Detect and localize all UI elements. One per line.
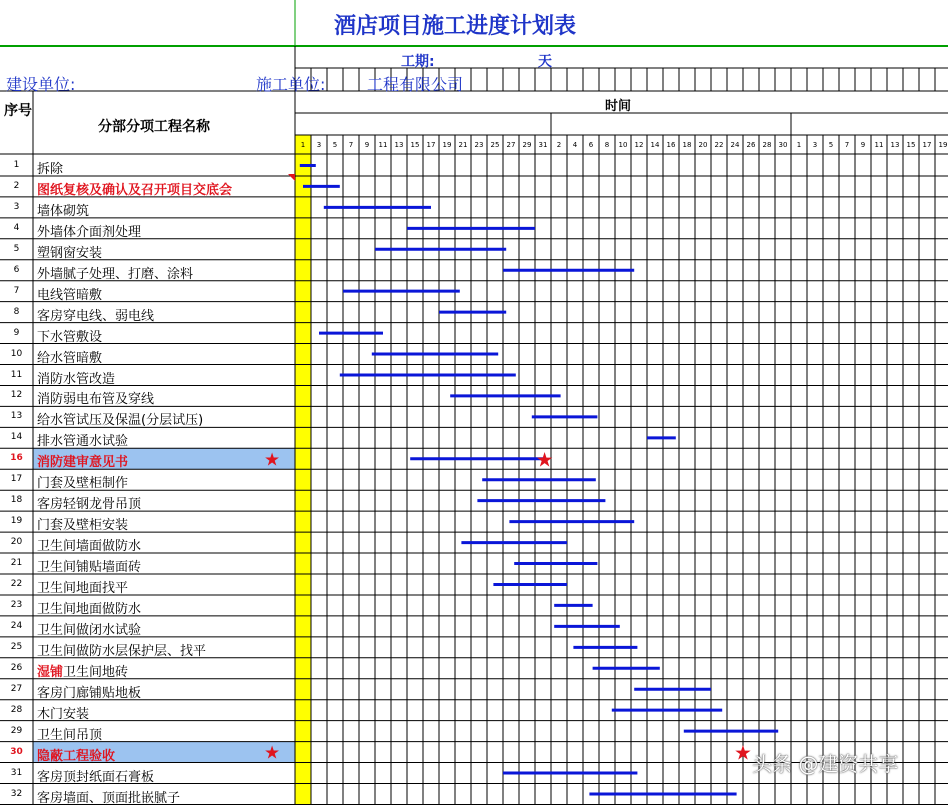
day-number: 17	[426, 141, 436, 149]
task-no: 30	[10, 746, 23, 757]
day-number: 9	[860, 141, 866, 149]
day-number: 19	[442, 141, 452, 149]
task-no: 18	[10, 495, 23, 506]
task-name: 塑钢窗安装	[37, 245, 103, 261]
task-no: 17	[10, 474, 23, 485]
task-name: 客房墙面、顶面批嵌腻子	[37, 790, 181, 806]
task-name: 门套及壁柜制作	[37, 476, 129, 492]
day-number: 1	[300, 141, 306, 149]
task-no: 21	[10, 558, 23, 569]
task-no: 4	[13, 222, 20, 233]
task-name: 客房顶封纸面石膏板	[37, 769, 155, 785]
task-name: 卫生间铺贴墙面砖	[37, 560, 142, 576]
task-no: 29	[10, 725, 23, 736]
task-name: 木门安装	[37, 706, 90, 722]
day-number: 17	[922, 141, 932, 149]
day-number: 1	[796, 141, 802, 149]
task-name: 客房门廊铺贴地板	[37, 685, 142, 701]
day-number: 19	[938, 141, 948, 149]
day-number: 24	[730, 141, 740, 149]
day-number: 7	[348, 141, 354, 149]
day-number: 3	[812, 141, 818, 149]
task-no: 6	[13, 264, 20, 275]
header-name: 分部分项工程名称	[98, 119, 210, 135]
day-number: 15	[410, 141, 420, 149]
task-name: 隐蔽工程验收	[37, 748, 116, 764]
task-no: 13	[10, 411, 23, 422]
day-number: 13	[394, 141, 404, 149]
task-no: 1	[13, 160, 20, 170]
task-no: 10	[10, 348, 23, 359]
contractor-label: 施工单位:	[256, 75, 326, 94]
day-number: 13	[890, 141, 900, 149]
duration-label: 工期:	[401, 54, 435, 70]
contractor-name: 工程有限公司	[367, 75, 464, 94]
task-name: 卫生间墙面做防水	[37, 539, 142, 555]
task-name: 卫生间吊顶	[37, 727, 103, 743]
task-name: 卫生间做闭水试验	[37, 622, 142, 638]
task-no: 27	[10, 683, 23, 694]
task-no: 7	[13, 285, 20, 296]
day-number: 22	[714, 141, 724, 149]
day-number: 23	[474, 141, 484, 149]
day-number: 28	[762, 141, 772, 149]
day-number: 4	[572, 141, 578, 149]
day-number: 31	[538, 141, 548, 149]
task-no: 28	[10, 704, 23, 715]
task-name: 消防水管改造	[37, 371, 116, 387]
task-no: 9	[13, 327, 20, 338]
task-no: 26	[10, 662, 23, 673]
day-number: 30	[778, 141, 788, 149]
day-number: 27	[506, 141, 516, 149]
task-name: 图纸复核及确认及召开项目交底会	[37, 182, 233, 198]
task-name: 拆除	[37, 162, 64, 177]
day-number: 12	[634, 141, 644, 149]
day-number: 18	[682, 141, 692, 149]
task-no: 8	[13, 306, 20, 317]
milestone-star-icon: ★	[734, 740, 752, 765]
day-number: 25	[490, 141, 500, 149]
day-number: 15	[906, 141, 916, 149]
task-name: 卫生间地面找平	[37, 581, 129, 596]
task-no: 16	[10, 453, 23, 464]
task-no: 12	[10, 390, 23, 401]
name-star-icon: ★	[264, 742, 281, 764]
task-name-highlight: 湿铺	[37, 664, 64, 680]
day-number: 9	[364, 141, 370, 149]
task-name: 给水管试压及保温(分层试压)	[37, 413, 204, 429]
task-no: 24	[10, 620, 23, 631]
day-number: 2	[556, 141, 562, 149]
day-number: 11	[874, 141, 884, 149]
task-name: 墙体砌筑	[37, 203, 90, 219]
duration-unit: 天	[538, 54, 552, 70]
task-no: 22	[10, 579, 23, 589]
task-no: 25	[10, 641, 23, 652]
task-no: 23	[10, 599, 23, 610]
task-name: 门套及壁柜安装	[37, 518, 129, 534]
task-no: 2	[13, 180, 20, 191]
task-name: 电线管暗敷	[37, 287, 103, 303]
task-no: 20	[10, 537, 23, 548]
task-name: 下水管敷设	[37, 329, 103, 345]
header-time: 时间	[605, 99, 632, 114]
task-name: 卫生间做防水层保护层、找平	[37, 643, 207, 659]
day-number: 26	[746, 141, 756, 149]
day-number: 14	[650, 141, 660, 149]
day-number: 21	[458, 141, 468, 149]
day-number: 3	[316, 141, 322, 149]
day-number: 29	[522, 141, 532, 149]
task-name: 卫生间地面做防水	[37, 601, 142, 617]
day-number: 7	[844, 141, 850, 149]
day-number: 11	[378, 141, 388, 149]
task-no: 5	[13, 243, 20, 254]
task-no: 3	[13, 201, 20, 212]
task-name-rest: 卫生间地砖	[63, 664, 129, 680]
header-no-text: 序号	[4, 103, 32, 119]
header-no	[4, 102, 32, 120]
task-name: 给水管暗敷	[37, 350, 103, 366]
milestone-star-icon: ★	[535, 447, 554, 472]
task-no: 19	[10, 516, 23, 527]
task-name: 外墙腻子处理、打磨、涂料	[37, 266, 194, 282]
task-no: 32	[10, 788, 23, 799]
task-no: 14	[10, 432, 23, 443]
task-name: 消防弱电布管及穿线	[37, 392, 155, 408]
page-title: 酒店项目施工进度计划表	[334, 13, 577, 39]
day-number: 5	[828, 141, 834, 149]
day-number: 6	[588, 141, 594, 149]
watermark: 头条 @建资共享	[752, 752, 899, 776]
task-name: 客房穿电线、弱电线	[37, 308, 155, 324]
task-no: 31	[10, 767, 23, 778]
task-name	[37, 661, 128, 680]
task-name: 排水管通水试验	[37, 434, 129, 450]
task-name: 客房轻钢龙骨吊顶	[37, 497, 142, 513]
day-number: 10	[618, 141, 628, 149]
name-star-icon: ★	[264, 449, 281, 471]
day-number: 20	[698, 141, 708, 149]
comment-marker	[288, 174, 295, 181]
task-no: 11	[10, 369, 23, 380]
task-name: 消防建审意见书	[37, 455, 129, 471]
day-number: 16	[666, 141, 676, 149]
day-number: 5	[332, 141, 338, 149]
day-number: 8	[604, 141, 610, 149]
owner-label: 建设单位:	[6, 75, 76, 94]
task-name: 外墙体介面剂处理	[37, 224, 142, 240]
